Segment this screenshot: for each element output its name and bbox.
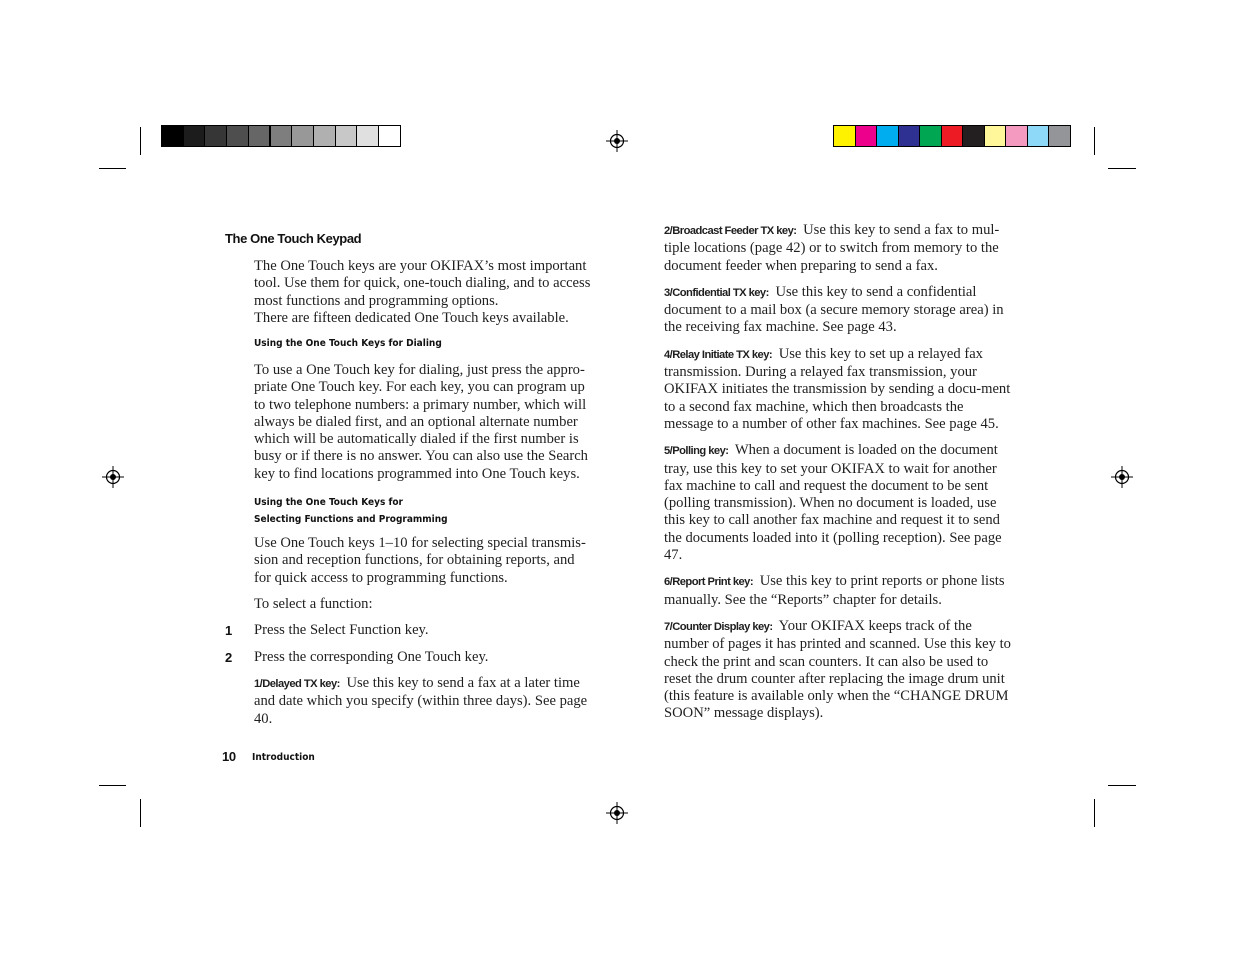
- color-swatch: [877, 126, 898, 146]
- color-swatch: [1049, 126, 1070, 146]
- color-swatch: [292, 126, 313, 146]
- color-swatch: [856, 126, 877, 146]
- crop-mark: [140, 799, 141, 827]
- subheading-line: Using the One Touch Keys for: [254, 497, 403, 508]
- color-swatch: [1006, 126, 1027, 146]
- color-swatch: [184, 126, 205, 146]
- key-label: 7/Counter Display key:: [664, 620, 773, 633]
- crop-mark: [1108, 785, 1136, 786]
- key-description: [664, 284, 1012, 337]
- footer-section: Introduction: [252, 752, 315, 763]
- color-swatch: [162, 126, 183, 146]
- subheading-dialing: Using the One Touch Keys for Dialing: [254, 338, 442, 349]
- key-description: [664, 573, 1012, 609]
- color-swatch: [227, 126, 248, 146]
- color-swatch: [963, 126, 984, 146]
- color-swatch: [379, 126, 400, 146]
- color-swatch: [834, 126, 855, 146]
- page-number: 10: [222, 749, 236, 764]
- crop-mark: [140, 127, 141, 155]
- step-text: Press the Select Function key.: [254, 622, 429, 638]
- key-description: [664, 222, 1012, 275]
- key-text: Use this key to print reports or phone lists manually. See the “Reports” chapter for details.: [664, 573, 1005, 608]
- step-number: 2: [225, 650, 232, 665]
- key-description: [664, 618, 1012, 723]
- key-label: 1/Delayed TX key:: [254, 678, 340, 690]
- intro-paragraph: [254, 258, 606, 327]
- color-swatch: [920, 126, 941, 146]
- crop-mark: [99, 168, 126, 169]
- color-swatch: [1028, 126, 1049, 146]
- key-label: 3/Confidential TX key:: [664, 286, 769, 299]
- color-swatch: [985, 126, 1006, 146]
- registration-target-icon: [1111, 466, 1133, 488]
- key-description: [664, 346, 1012, 433]
- key-label: 2/Broadcast Feeder TX key:: [664, 225, 797, 237]
- section-heading: The One Touch Keypad: [225, 231, 362, 246]
- key-text: When a document is loaded on the document tray, use this key to set your OKIFAX to wait for another fax machine to call and request the document to be sent (polling transmission). When no document is loaded, use this key to call another fax machine and request it to send the documents loaded into it (polling reception). See page 47.: [664, 442, 1002, 564]
- registration-target-icon: [102, 466, 124, 488]
- key-text: Your OKIFAX keeps track of the number of pages it has printed and scanned. Use this key to check the print and scan counters. It can also be used to reset the drum counter after replacing the image drum unit (this feature is available only when the “CHANGE DRUM SOON” message displays).: [664, 617, 1011, 722]
- crop-mark: [1094, 799, 1095, 827]
- color-swatch: [314, 126, 335, 146]
- subheading-functions: [254, 494, 448, 528]
- step-number: 1: [225, 623, 232, 638]
- color-swatch: [271, 126, 292, 146]
- color-swatch: [942, 126, 963, 146]
- dialing-paragraph: To use a One Touch key for dialing, just press the appro-priate One Touch key. For each key, you can program up to two telephone numbers: a primary number, which will always be dialed first, and an optional alternate number which will be automatically dialed if the first number is busy or if there is no answer. You can also use the Search key to find locations programmed into One Touch keys.: [254, 362, 588, 482]
- color-swatch: [336, 126, 357, 146]
- key-text: Use this key to set up a relayed fax transmission. During a relayed fax transmission, your OKIFAX initiates the transmission by sending a docu-ment to a second fax machine, which then broadcasts the message to a number of other fax machines. See page 45.: [664, 345, 1011, 432]
- registration-target-icon: [606, 802, 628, 824]
- crop-mark: [1094, 127, 1095, 155]
- intro-text: The One Touch keys are your OKIFAX’s most important tool. Use them for quick, one-touch dialing, and to access most functions and programming options.: [254, 258, 591, 309]
- key-label: 6/Report Print key:: [664, 576, 754, 589]
- key-description: [664, 442, 1012, 564]
- subheading-line: Selecting Functions and Programming: [254, 514, 448, 525]
- key-list: [664, 222, 1012, 723]
- intro-text-2: There are fifteen dedicated One Touch keys available.: [254, 309, 569, 326]
- crop-mark: [1108, 168, 1136, 169]
- functions-paragraph: Use One Touch keys 1–10 for selecting special transmis-sion and reception functions, for obtaining reports, and for quick access to programming functions.: [254, 535, 586, 586]
- key-label: 4/Relay Initiate TX key:: [664, 348, 773, 361]
- key-text: Use this key to send a fax at a later time and date which you specify (within three days). See page 40.: [254, 675, 588, 727]
- select-function-intro: To select a function:: [254, 596, 373, 612]
- crop-mark: [99, 785, 126, 786]
- color-swatch: [249, 126, 270, 146]
- key-text: Use this key to send a fax to mul-tiple locations (page 42) or to switch from memory to the document feeder when preparing to send a fax.: [664, 222, 1000, 274]
- key-label: 5/Polling key:: [664, 445, 729, 458]
- step-text: Press the corresponding One Touch key.: [254, 649, 489, 665]
- key-text: Use this key to send a confidential document to a mail box (a secure memory storage area) in the receiving fax machine. See page 43.: [664, 283, 1004, 336]
- color-swatch: [899, 126, 920, 146]
- key-description: [254, 675, 594, 728]
- color-swatch: [357, 126, 378, 146]
- color-swatch: [205, 126, 226, 146]
- registration-target-icon: [606, 130, 628, 152]
